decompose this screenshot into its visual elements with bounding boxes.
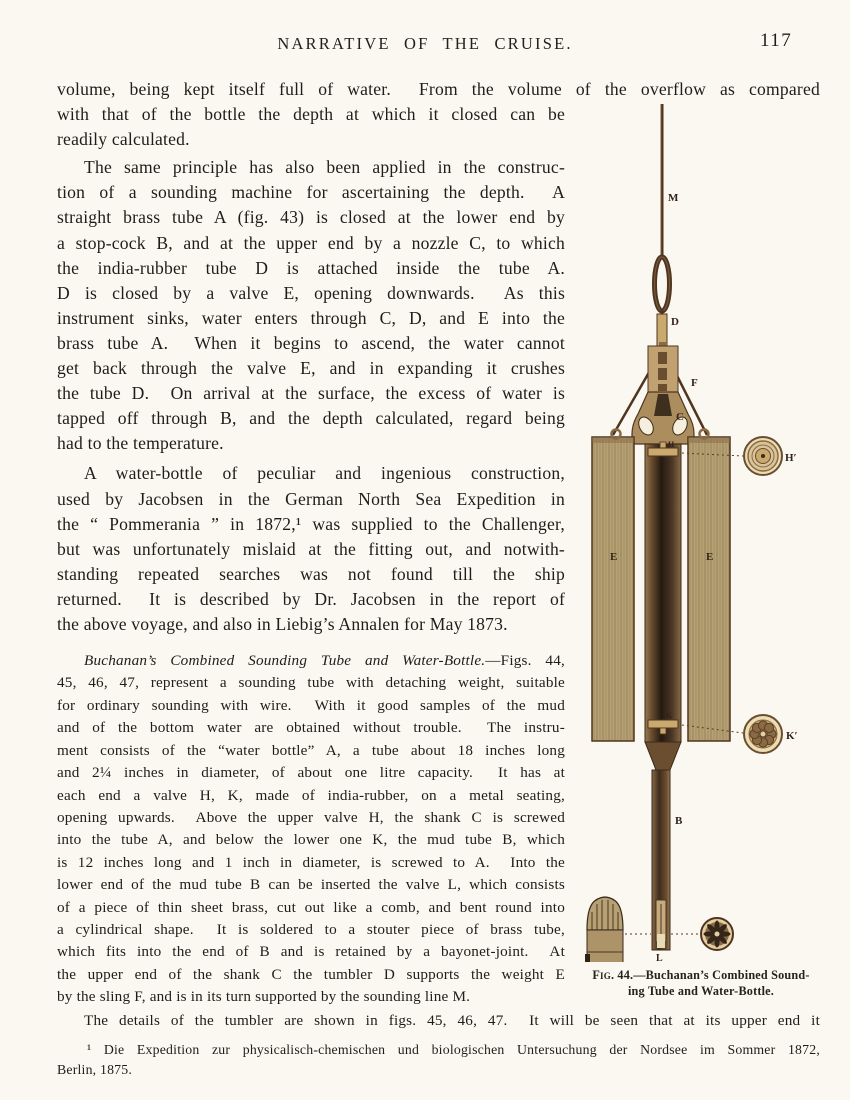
text-line: D is closed by a valve E, opening downwards. As this <box>57 282 565 303</box>
text-line: get back through the valve E, and in expanding it crushes <box>57 358 565 379</box>
text-line: returned. It is described by Dr. Jacobsen in the report of <box>57 588 565 609</box>
text-line: tapped off through B, and the depth calculated, regard being <box>57 408 565 429</box>
text-line: tion of a sounding machine for ascertaining the depth. A <box>57 182 565 203</box>
text-line: the “ Pommerania ” in 1872,¹ was supplied to the Challenger, <box>57 513 565 534</box>
label-f: F <box>691 377 698 389</box>
valve-l <box>656 900 666 962</box>
text-line: readily calculated. <box>57 129 190 150</box>
shank-c <box>632 392 694 444</box>
text-line: which fits into the end of B and is retained by a bayonet-joint. At <box>57 943 565 961</box>
sounding-line-m <box>661 104 679 257</box>
label-k: K <box>666 711 673 720</box>
figure-caption-line2: ing Tube and Water-Bottle. <box>627 983 775 998</box>
text-line: a cylindrical shape. It is soldered to a stouter piece of brass tube, <box>57 920 565 938</box>
text-line: by the sling F, and is in its turn supported by the sounding line M. <box>57 988 471 1006</box>
water-bottle-tube-a <box>645 444 681 742</box>
figure-number: Fig. 44. <box>592 968 634 982</box>
text-line: 45, 46, 47, represent a sounding tube with detaching weight, suitable <box>57 674 565 692</box>
label-h-prime: H′ <box>785 452 797 464</box>
figure-44-illustration <box>572 94 834 962</box>
text-line: had to the temperature. <box>57 433 224 454</box>
text-line: standing repeated searches was not found till the ship <box>57 563 565 584</box>
paragraph-3 <box>57 461 565 637</box>
text-line: is 12 inches long and 1 inch in diameter, is screwed to A. Into the <box>57 853 565 871</box>
rope-eye-loop <box>655 257 670 316</box>
text-line: The same principle has also been applied in the construc- <box>84 157 565 178</box>
link-d <box>657 314 679 346</box>
label-e-right: E <box>706 551 714 563</box>
text-line: lower end of the mud tube B can be inserted the valve L, which consists <box>57 876 565 894</box>
weight-e-left <box>592 430 634 742</box>
label-k-prime: K′ <box>786 730 798 742</box>
figure-44 <box>572 94 834 962</box>
label-c: C <box>676 411 684 423</box>
text-line: with that of the bottle the depth at which it closed can be <box>57 104 565 125</box>
text-line: but was unfortunately mislaid at the fitting out, and notwith- <box>57 538 565 559</box>
figure-caption <box>568 968 834 999</box>
weight-e-right <box>688 430 730 742</box>
tube-taper <box>645 742 681 770</box>
label-b: B <box>675 815 683 827</box>
label-h: H <box>668 440 675 449</box>
text-line: and 2¼ inches in diameter, of about one litre capacity. It has at <box>57 764 565 782</box>
text-line: ment consists of the “water bottle” A, a tube about 18 inches long <box>57 741 565 759</box>
pinwheel-valve-section <box>701 918 733 950</box>
text-line: straight brass tube A (fig. 43) is closed at the lower end by <box>57 207 565 228</box>
text-line: opening upwards. Above the upper valve H, the shank C is screwed <box>57 808 565 826</box>
footnote <box>57 1040 820 1080</box>
paragraph-5 <box>57 1010 820 1032</box>
paragraph-4 <box>57 650 565 1009</box>
page-number: 117 <box>760 30 793 51</box>
text-line: instrument sinks, water enters through C, D, and E into the <box>57 307 565 328</box>
text-line: volume, being kept itself full of water. From the volume of the overflow as compared <box>57 79 820 99</box>
italic-lead: Buchanan’s Combined Sounding Tube and Water-Bottle. <box>84 652 486 670</box>
label-l: L <box>656 953 663 962</box>
text-line: the india-rubber tube D is attached inside the tube A. <box>57 257 565 278</box>
text-line: brass tube A. When it begins to ascend, the water cannot <box>57 332 565 353</box>
text-line: of a piece of thin sheet brass, cut out like a comb, and bent round into <box>57 898 565 916</box>
text-line: The details of the tumbler are shown in figs. 45, 46, 47. It will be seen that at its upper end it <box>84 1011 820 1029</box>
text-line: and of the bottom water are obtained without trouble. The instru- <box>57 719 565 737</box>
text-line: each end a valve H, K, made of india-rubber, on a metal seating, <box>57 786 565 804</box>
text-line: into the tube A, and below the lower one K, the mud tube B, which <box>57 831 565 849</box>
paragraph-2 <box>57 155 565 456</box>
label-m: M <box>668 192 679 204</box>
running-header: NARRATIVE OF THE CRUISE. <box>277 34 573 53</box>
footnote-line: ¹ Die Expedition zur physicalisch-chemischen und biologischen Untersuchung der Nordsee im Sommer 1872, <box>87 1041 820 1057</box>
lead-rest: —Figs. 44, <box>485 652 566 670</box>
text-line: the above voyage, and also in Liebig’s Annalen for May 1873. <box>57 613 508 634</box>
label-e-left: E <box>610 551 618 563</box>
text-line: used by Jacobsen in the German North Sea Expedition in <box>57 488 565 509</box>
label-d: D <box>671 316 679 328</box>
text-line: for ordinary sounding with wire. With it good samples of the mud <box>57 696 565 714</box>
comb-valve-piece <box>585 897 623 962</box>
figure-caption-line1: Fig. 44.—Buchanan’s Combined Sound- <box>592 968 810 982</box>
footnote-line: Berlin, 1875. <box>57 1061 133 1077</box>
text-line: the upper end of the shank C the tumbler D supports the weight E <box>57 965 565 983</box>
text-line: a stop-cock B, and at the upper end by a nozzle C, to which <box>57 232 565 253</box>
text-line: the tube D. On arrival at the surface, the excess of water is <box>57 383 565 404</box>
text-line <box>57 650 565 672</box>
text-line: A water-bottle of peculiar and ingenious construction, <box>84 463 565 484</box>
